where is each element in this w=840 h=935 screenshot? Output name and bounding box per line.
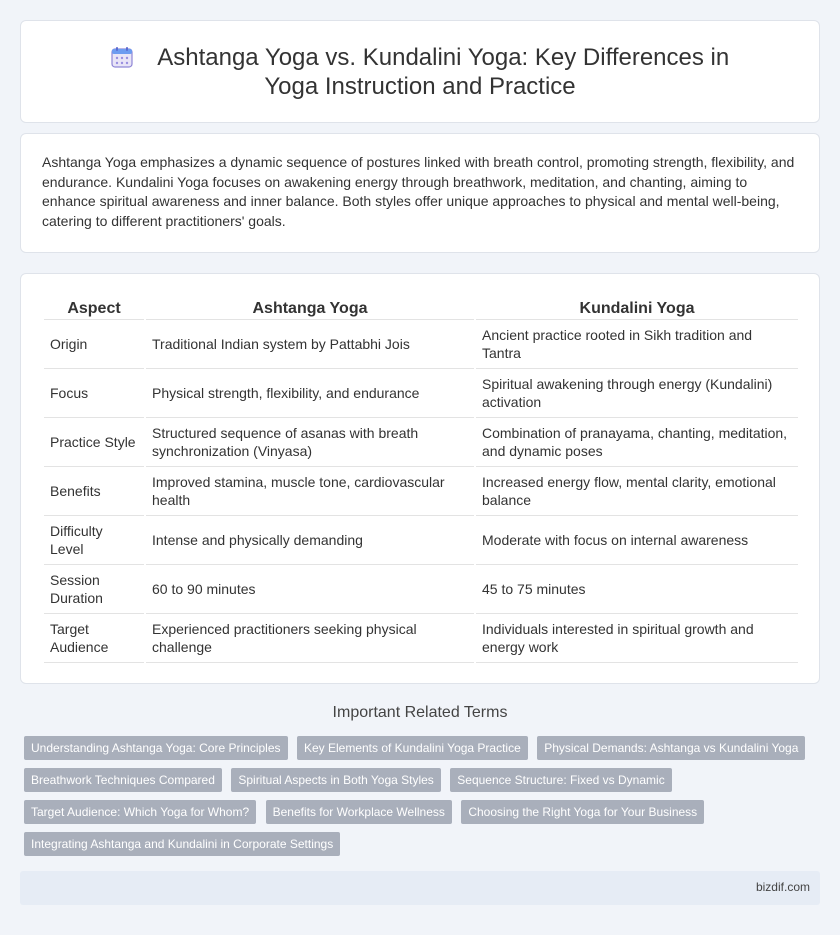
table-row — [44, 467, 798, 516]
calendar-icon — [111, 46, 133, 68]
related-term-tag[interactable]: Physical Demands: Ashtanga vs Kundalini Yoga — [537, 736, 805, 760]
table-row — [44, 418, 798, 467]
header-kundalini: Kundalini Yoga — [476, 294, 798, 320]
row-kundalini: Moderate with focus on internal awareness — [476, 516, 798, 565]
row-kundalini: 45 to 75 minutes — [476, 565, 798, 614]
comparison-table-card — [20, 273, 820, 684]
related-term-tag[interactable]: Understanding Ashtanga Yoga: Core Principles — [24, 736, 288, 760]
header-ashtanga: Ashtanga Yoga — [146, 294, 474, 320]
row-ashtanga: Experienced practitioners seeking physical challenge — [146, 614, 474, 663]
related-term-tag[interactable]: Benefits for Workplace Wellness — [266, 800, 452, 824]
row-kundalini: Spiritual awakening through energy (Kundalini) activation — [476, 369, 798, 418]
table-row — [44, 614, 798, 663]
row-ashtanga: Structured sequence of asanas with breath synchronization (Vinyasa) — [146, 418, 474, 467]
row-ashtanga: 60 to 90 minutes — [146, 565, 474, 614]
table-row — [44, 369, 798, 418]
row-kundalini: Increased energy flow, mental clarity, emotional balance — [476, 467, 798, 516]
table-row — [44, 516, 798, 565]
row-aspect: Origin — [44, 320, 144, 369]
header-aspect: Aspect — [44, 294, 144, 320]
row-ashtanga: Improved stamina, muscle tone, cardiovascular health — [146, 467, 474, 516]
footer — [20, 871, 820, 905]
intro-card — [20, 133, 820, 253]
related-term-tag[interactable]: Integrating Ashtanga and Kundalini in Corporate Settings — [24, 832, 340, 856]
table-row — [44, 320, 798, 369]
related-term-tag[interactable]: Spiritual Aspects in Both Yoga Styles — [231, 768, 440, 792]
row-aspect: Practice Style — [44, 418, 144, 467]
page-title: Ashtanga Yoga vs. Kundalini Yoga: Key Differences in Yoga Instruction and Practice — [157, 44, 730, 100]
row-kundalini: Combination of pranayama, chanting, meditation, and dynamic poses — [476, 418, 798, 467]
related-term-tag[interactable]: Breathwork Techniques Compared — [24, 768, 222, 792]
row-kundalini: Ancient practice rooted in Sikh tradition and Tantra — [476, 320, 798, 369]
row-aspect: Focus — [44, 369, 144, 418]
row-ashtanga: Intense and physically demanding — [146, 516, 474, 565]
related-terms-list — [24, 736, 814, 864]
related-term-tag[interactable]: Sequence Structure: Fixed vs Dynamic — [450, 768, 671, 792]
row-ashtanga: Traditional Indian system by Pattabhi Jois — [146, 320, 474, 369]
row-kundalini: Individuals interested in spiritual growth and energy work — [476, 614, 798, 663]
row-aspect: Benefits — [44, 467, 144, 516]
row-aspect: Difficulty Level — [44, 516, 144, 565]
related-term-tag[interactable]: Target Audience: Which Yoga for Whom? — [24, 800, 256, 824]
footer-site-link[interactable]: bizdif.com — [755, 880, 810, 894]
table-row — [44, 565, 798, 614]
comparison-table — [42, 294, 800, 663]
header-card — [20, 20, 820, 123]
related-term-tag[interactable]: Key Elements of Kundalini Yoga Practice — [297, 736, 528, 760]
row-aspect: Session Duration — [44, 565, 144, 614]
related-term-tag[interactable]: Choosing the Right Yoga for Your Business — [461, 800, 704, 824]
row-ashtanga: Physical strength, flexibility, and endurance — [146, 369, 474, 418]
table-header-row — [44, 294, 798, 320]
related-terms-title: Important Related Terms — [332, 704, 508, 721]
intro-paragraph: Ashtanga Yoga emphasizes a dynamic sequence of postures linked with breath control, promoting strength, flexibility, and endurance. Kundalini Yoga focuses on awakening energy through breathwork, meditation, and chanting, aiming to enhance spiritual awareness and inner balance. Both styles offer unique approaches to physical and mental well-being, catering to different practitioners' goals. — [42, 154, 795, 229]
title-wrap — [81, 43, 759, 101]
row-aspect: Target Audience — [44, 614, 144, 663]
